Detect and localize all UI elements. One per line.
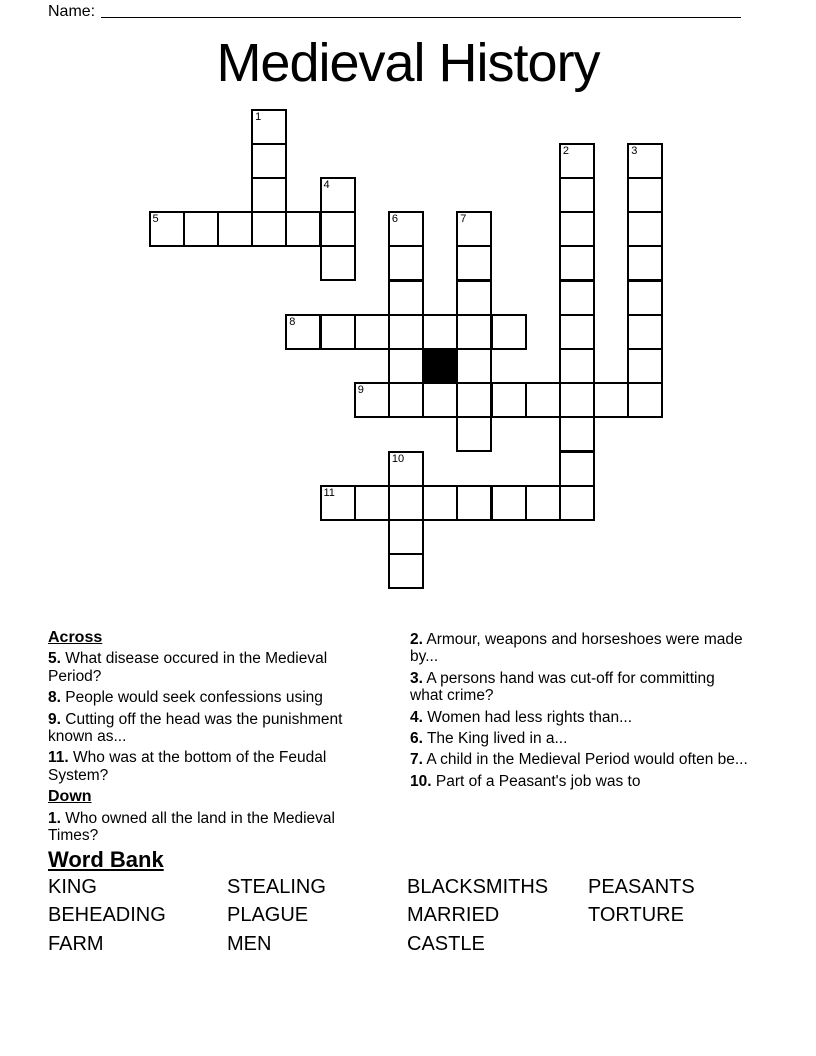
grid-answer-cell <box>559 382 595 418</box>
clues-right-column <box>410 631 750 794</box>
grid-answer-cell <box>627 211 663 247</box>
word-bank-word: MARRIED <box>407 904 500 927</box>
clue-text: People would seek confessions using <box>65 689 323 707</box>
crossword-grid <box>150 110 710 600</box>
grid-answer-cell <box>525 382 561 418</box>
clue-text: A persons hand was cut-off for committing what crime? <box>410 669 715 705</box>
grid-answer-cell <box>627 177 663 213</box>
grid-answer-cell <box>251 143 287 179</box>
clue-number: 2. <box>410 631 423 648</box>
clue-number: 4. <box>410 708 423 726</box>
name-blank-line <box>101 17 741 18</box>
grid-clue-number: 10 <box>391 452 405 465</box>
grid-answer-cell <box>388 280 424 316</box>
grid-answer-cell <box>388 485 424 521</box>
grid-black-cell <box>422 348 458 384</box>
word-bank-word: CASTLE <box>407 932 485 955</box>
clue-number: 10. <box>410 772 432 790</box>
clue-number: 5. <box>48 650 61 668</box>
grid-answer-cell <box>559 211 595 247</box>
grid-answer-cell <box>627 245 663 281</box>
page-title: Medieval History <box>216 33 600 93</box>
grid-answer-cell <box>491 314 527 350</box>
grid-answer-cell <box>456 416 492 452</box>
clue-text: A child in the Medieval Period would often be... <box>426 751 748 769</box>
grid-answer-cell <box>456 280 492 316</box>
clue-number: 11. <box>48 749 69 767</box>
grid-answer-cell <box>320 314 356 350</box>
word-bank-heading: Word Bank <box>48 847 164 872</box>
name-label: Name: <box>48 3 96 20</box>
grid-answer-cell <box>320 211 356 247</box>
grid-answer-cell <box>525 485 561 521</box>
grid-answer-cell <box>456 382 492 418</box>
grid-answer-cell <box>422 382 458 418</box>
grid-answer-cell <box>627 143 663 179</box>
clue-item <box>410 751 750 768</box>
clue-number: 6. <box>410 730 423 748</box>
grid-answer-cell <box>422 314 458 350</box>
grid-answer-cell <box>559 348 595 384</box>
clue-text: Part of a Peasant's job was to <box>435 772 641 790</box>
grid-clue-number: 4 <box>323 178 330 191</box>
grid-answer-cell <box>456 348 492 384</box>
grid-clue-number: 7 <box>460 213 467 226</box>
across-clues-list <box>48 650 382 784</box>
clue-item <box>48 650 382 685</box>
grid-clue-number: 9 <box>357 384 364 397</box>
grid-answer-cell <box>456 245 492 281</box>
grid-answer-cell <box>491 382 527 418</box>
clue-number: 1. <box>48 809 61 827</box>
grid-answer-cell <box>456 314 492 350</box>
grid-answer-cell <box>320 245 356 281</box>
word-bank-word: BLACKSMITHS <box>407 876 549 898</box>
grid-answer-cell <box>491 485 527 521</box>
grid-answer-cell <box>354 314 390 350</box>
grid-clue-number: 6 <box>391 213 399 226</box>
grid-answer-cell <box>388 451 424 487</box>
grid-clue-number: 2 <box>562 144 570 157</box>
clue-item <box>48 749 382 784</box>
grid-answer-cell <box>627 382 663 418</box>
down-clues-list-right <box>410 631 750 790</box>
clue-item <box>410 730 750 747</box>
grid-answer-cell <box>559 280 595 316</box>
word-bank-word: PLAGUE <box>227 904 309 927</box>
grid-answer-cell <box>388 382 424 418</box>
clue-text: Who owned all the land in the Medieval Times? <box>48 809 335 845</box>
grid-answer-cell <box>559 416 595 452</box>
grid-answer-cell <box>559 245 595 281</box>
clue-number: 8. <box>48 689 61 707</box>
grid-answer-cell <box>251 109 287 145</box>
grid-clue-number: 1 <box>255 110 262 123</box>
across-heading: Across <box>48 629 103 646</box>
grid-answer-cell <box>627 280 663 316</box>
grid-answer-cell <box>627 348 663 384</box>
clue-text: The King lived in a... <box>426 730 568 748</box>
grid-answer-cell <box>285 314 321 350</box>
grid-clue-number: 3 <box>631 144 638 157</box>
grid-answer-cell <box>251 177 287 213</box>
word-bank-word: BEHEADING <box>48 904 166 927</box>
clue-number: 9. <box>48 710 61 728</box>
clue-item <box>410 631 750 666</box>
grid-answer-cell <box>320 485 356 521</box>
clue-item <box>48 689 382 706</box>
down-heading: Down <box>48 788 92 806</box>
grid-answer-cell <box>559 451 595 487</box>
grid-answer-cell <box>388 348 424 384</box>
grid-answer-cell <box>149 211 185 247</box>
clues-left-column <box>48 629 382 848</box>
word-bank-word: KING <box>48 876 97 898</box>
grid-answer-cell <box>559 485 595 521</box>
clue-number: 3. <box>410 669 423 687</box>
grid-clue-number: 8 <box>289 315 296 328</box>
clue-item <box>410 670 750 705</box>
grid-answer-cell <box>456 485 492 521</box>
clue-text: Who was at the bottom of the Feudal System? <box>48 749 327 784</box>
grid-answer-cell <box>422 485 458 521</box>
clue-item <box>48 810 382 845</box>
grid-answer-cell <box>456 211 492 247</box>
grid-answer-cell <box>388 553 424 589</box>
grid-answer-cell <box>388 314 424 350</box>
clue-item <box>410 773 750 790</box>
word-bank-word: TORTURE <box>588 904 684 927</box>
grid-answer-cell <box>559 314 595 350</box>
grid-answer-cell <box>285 211 321 247</box>
word-bank-word: PEASANTS <box>588 876 695 898</box>
grid-answer-cell <box>217 211 253 247</box>
grid-clue-number: 5 <box>152 213 159 226</box>
word-bank-word: FARM <box>48 932 104 955</box>
grid-answer-cell <box>183 211 219 247</box>
clue-number: 7. <box>410 751 423 769</box>
word-bank-word: STEALING <box>227 876 326 898</box>
clue-text: Women had less rights than... <box>427 708 633 726</box>
grid-answer-cell <box>354 485 390 521</box>
clue-text: What disease occured in the Medieval Period? <box>48 650 328 685</box>
grid-answer-cell <box>388 211 424 247</box>
word-bank-word: MEN <box>227 932 272 955</box>
grid-answer-cell <box>388 245 424 281</box>
down-clues-list-left <box>48 810 382 845</box>
clue-text: Armour, weapons and horseshoes were made by... <box>410 631 743 666</box>
clue-text: Cutting off the head was the punishment known as... <box>48 710 343 746</box>
grid-answer-cell <box>251 211 287 247</box>
grid-answer-cell <box>593 382 629 418</box>
grid-clue-number: 11 <box>323 486 335 499</box>
grid-answer-cell <box>559 143 595 179</box>
grid-answer-cell <box>388 519 424 555</box>
clue-item <box>48 711 382 746</box>
grid-answer-cell <box>354 382 390 418</box>
grid-answer-cell <box>627 314 663 350</box>
grid-answer-cell <box>320 177 356 213</box>
clue-item <box>410 709 750 726</box>
grid-answer-cell <box>559 177 595 213</box>
word-bank <box>48 874 768 964</box>
